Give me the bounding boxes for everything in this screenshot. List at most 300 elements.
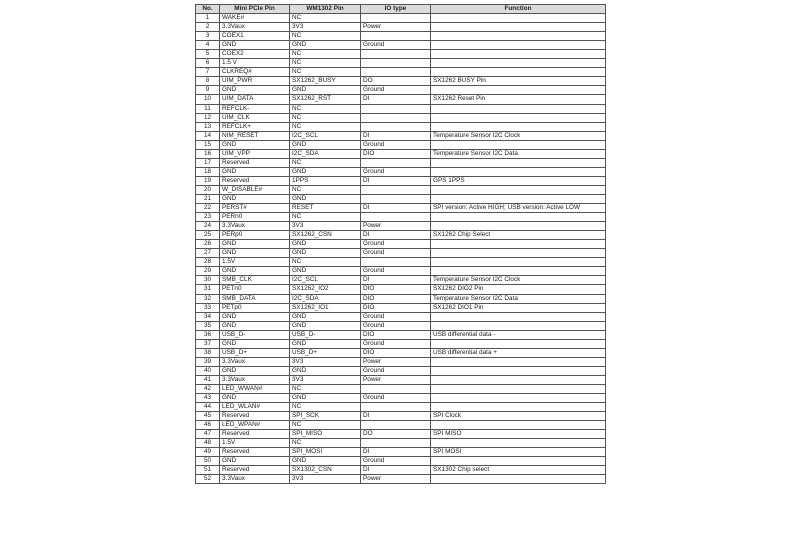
cell-wm1302-pin: NC [290, 439, 361, 448]
cell-mini-pcie-pin: 1.5V [220, 258, 290, 267]
cell-wm1302-pin: NC [290, 59, 361, 68]
cell-mini-pcie-pin: USB_D- [220, 330, 290, 339]
table-row [196, 185, 606, 194]
cell-io-type: Ground [361, 240, 431, 249]
cell-io-type: DO [361, 430, 431, 439]
cell-no: 19 [196, 176, 220, 185]
cell-function: SPI Clock [431, 412, 606, 421]
cell-no: 6 [196, 59, 220, 68]
table-row [196, 258, 606, 267]
cell-mini-pcie-pin: GND [220, 394, 290, 403]
cell-mini-pcie-pin: GND [220, 366, 290, 375]
cell-no: 17 [196, 158, 220, 167]
table-row [196, 77, 606, 86]
header-wm1302-pin: WM1302 Pin [290, 5, 361, 14]
cell-function: SX1262 DIO1 Pin [431, 303, 606, 312]
cell-io-type: Ground [361, 457, 431, 466]
cell-wm1302-pin: NC [290, 185, 361, 194]
cell-wm1302-pin: GND [290, 249, 361, 258]
cell-io-type: DI [361, 176, 431, 185]
table-row [196, 32, 606, 41]
cell-mini-pcie-pin: Reserved [220, 176, 290, 185]
cell-wm1302-pin: NC [290, 14, 361, 23]
table-row [196, 421, 606, 430]
table-row [196, 285, 606, 294]
cell-mini-pcie-pin: USB_D+ [220, 348, 290, 357]
cell-function [431, 158, 606, 167]
cell-wm1302-pin: GND [290, 86, 361, 95]
cell-io-type [361, 403, 431, 412]
cell-mini-pcie-pin: GND [220, 339, 290, 348]
cell-io-type: Ground [361, 167, 431, 176]
cell-function: SX1302 Chip select [431, 466, 606, 475]
cell-wm1302-pin: 3V3 [290, 375, 361, 384]
cell-function [431, 375, 606, 384]
cell-wm1302-pin: NC [290, 113, 361, 122]
cell-mini-pcie-pin: REFCLK+ [220, 122, 290, 131]
table-row [196, 213, 606, 222]
cell-wm1302-pin: 3V3 [290, 357, 361, 366]
cell-no: 46 [196, 421, 220, 430]
cell-mini-pcie-pin: COEX2 [220, 50, 290, 59]
cell-mini-pcie-pin: Reserved [220, 466, 290, 475]
cell-wm1302-pin: NC [290, 384, 361, 393]
cell-function [431, 222, 606, 231]
cell-no: 36 [196, 330, 220, 339]
cell-wm1302-pin: 3V3 [290, 222, 361, 231]
cell-io-type: Power [361, 375, 431, 384]
cell-wm1302-pin: USB_D- [290, 330, 361, 339]
table-row [196, 140, 606, 149]
cell-no: 15 [196, 140, 220, 149]
cell-wm1302-pin: SPI_SCK [290, 412, 361, 421]
cell-wm1302-pin: I2C_SCL [290, 131, 361, 140]
cell-no: 31 [196, 285, 220, 294]
cell-function [431, 41, 606, 50]
cell-wm1302-pin: GND [290, 312, 361, 321]
table-row [196, 68, 606, 77]
cell-mini-pcie-pin: GND [220, 321, 290, 330]
table-row [196, 14, 606, 23]
table-row [196, 176, 606, 185]
cell-function [431, 240, 606, 249]
cell-function [431, 421, 606, 430]
cell-wm1302-pin: 3V3 [290, 23, 361, 32]
cell-function [431, 167, 606, 176]
header-no: No. [196, 5, 220, 14]
cell-wm1302-pin: SX1262_IO2 [290, 285, 361, 294]
cell-mini-pcie-pin: GND [220, 194, 290, 203]
cell-mini-pcie-pin: GND [220, 140, 290, 149]
cell-io-type [361, 258, 431, 267]
cell-mini-pcie-pin: COEX1 [220, 32, 290, 41]
cell-wm1302-pin: SX1262_RST [290, 95, 361, 104]
cell-function: USB differential data - [431, 330, 606, 339]
table-row [196, 366, 606, 375]
cell-wm1302-pin: GND [290, 140, 361, 149]
table-row [196, 321, 606, 330]
cell-wm1302-pin: GND [290, 167, 361, 176]
table-row [196, 339, 606, 348]
cell-function [431, 59, 606, 68]
table-row [196, 267, 606, 276]
cell-function [431, 23, 606, 32]
cell-io-type: DI [361, 231, 431, 240]
cell-mini-pcie-pin: UIM_DATA [220, 95, 290, 104]
cell-mini-pcie-pin: GND [220, 41, 290, 50]
cell-no: 43 [196, 394, 220, 403]
cell-wm1302-pin: GND [290, 457, 361, 466]
table-row [196, 240, 606, 249]
cell-io-type: Power [361, 357, 431, 366]
cell-mini-pcie-pin: UIM_PWR [220, 77, 290, 86]
cell-wm1302-pin: GND [290, 41, 361, 50]
cell-function [431, 68, 606, 77]
cell-wm1302-pin: 1PPS [290, 176, 361, 185]
cell-io-type: DO [361, 77, 431, 86]
cell-io-type: Ground [361, 140, 431, 149]
cell-io-type: DI [361, 466, 431, 475]
cell-function: SPI MISO [431, 430, 606, 439]
cell-wm1302-pin: GND [290, 194, 361, 203]
cell-function [431, 50, 606, 59]
cell-function [431, 122, 606, 131]
cell-function [431, 194, 606, 203]
cell-io-type: DIO [361, 285, 431, 294]
table-row [196, 158, 606, 167]
cell-no: 3 [196, 32, 220, 41]
cell-function [431, 258, 606, 267]
cell-no: 40 [196, 366, 220, 375]
table-row [196, 95, 606, 104]
cell-mini-pcie-pin: PERST# [220, 204, 290, 213]
cell-io-type [361, 59, 431, 68]
cell-function: Temperature Sensor I2C Clock [431, 276, 606, 285]
cell-mini-pcie-pin: 3.3Vaux [220, 357, 290, 366]
cell-wm1302-pin: NC [290, 158, 361, 167]
cell-io-type: Ground [361, 249, 431, 258]
cell-io-type: DI [361, 131, 431, 140]
cell-wm1302-pin: NC [290, 104, 361, 113]
cell-io-type [361, 104, 431, 113]
cell-wm1302-pin: SX1262_IO1 [290, 303, 361, 312]
cell-function [431, 457, 606, 466]
cell-function [431, 439, 606, 448]
cell-no: 9 [196, 86, 220, 95]
cell-no: 49 [196, 448, 220, 457]
cell-function: SX1262 DIO2 Pin [431, 285, 606, 294]
cell-io-type: DI [361, 412, 431, 421]
table-row [196, 149, 606, 158]
cell-no: 21 [196, 194, 220, 203]
cell-mini-pcie-pin: GND [220, 240, 290, 249]
cell-no: 16 [196, 149, 220, 158]
cell-mini-pcie-pin: UIM_VPP [220, 149, 290, 158]
cell-function [431, 366, 606, 375]
table-row [196, 50, 606, 59]
cell-io-type [361, 32, 431, 41]
cell-mini-pcie-pin: GND [220, 457, 290, 466]
cell-function [431, 267, 606, 276]
cell-wm1302-pin: GND [290, 366, 361, 375]
table-row [196, 466, 606, 475]
cell-function: Temperature Sensor I2C Data [431, 294, 606, 303]
table-row [196, 330, 606, 339]
cell-no: 33 [196, 303, 220, 312]
cell-io-type [361, 185, 431, 194]
table-row [196, 41, 606, 50]
cell-no: 29 [196, 267, 220, 276]
cell-io-type: DI [361, 95, 431, 104]
cell-function [431, 113, 606, 122]
table-row [196, 384, 606, 393]
cell-function: SX1262 Reset Pin [431, 95, 606, 104]
cell-io-type: Ground [361, 394, 431, 403]
cell-function: USB differential data + [431, 348, 606, 357]
cell-wm1302-pin: GND [290, 267, 361, 276]
cell-mini-pcie-pin: 3.3Vaux [220, 222, 290, 231]
cell-function [431, 14, 606, 23]
cell-mini-pcie-pin: 3.3Vaux [220, 23, 290, 32]
table-header-row [196, 5, 606, 14]
cell-function [431, 384, 606, 393]
table-row [196, 23, 606, 32]
cell-function: SX1262 BUSY Pin [431, 77, 606, 86]
cell-function: Temperature Sensor I2C Clock [431, 131, 606, 140]
cell-mini-pcie-pin: Reserved [220, 412, 290, 421]
table-row [196, 439, 606, 448]
cell-io-type: DIO [361, 294, 431, 303]
cell-io-type: Ground [361, 86, 431, 95]
cell-mini-pcie-pin: GND [220, 86, 290, 95]
cell-no: 35 [196, 321, 220, 330]
cell-no: 52 [196, 475, 220, 484]
cell-no: 38 [196, 348, 220, 357]
cell-mini-pcie-pin: CLKREQ# [220, 68, 290, 77]
cell-io-type [361, 50, 431, 59]
cell-function [431, 321, 606, 330]
cell-mini-pcie-pin: Reserved [220, 430, 290, 439]
cell-wm1302-pin: SX1302_CSN [290, 466, 361, 475]
table-row [196, 457, 606, 466]
cell-no: 20 [196, 185, 220, 194]
cell-no: 26 [196, 240, 220, 249]
cell-no: 2 [196, 23, 220, 32]
table-row [196, 231, 606, 240]
cell-function [431, 213, 606, 222]
header-io-type: IO type [361, 5, 431, 14]
cell-no: 37 [196, 339, 220, 348]
table-row [196, 204, 606, 213]
cell-no: 4 [196, 41, 220, 50]
cell-no: 25 [196, 231, 220, 240]
cell-wm1302-pin: SX1262_BUSY [290, 77, 361, 86]
cell-mini-pcie-pin: PETn0 [220, 285, 290, 294]
cell-mini-pcie-pin: GND [220, 312, 290, 321]
table-row [196, 59, 606, 68]
cell-io-type [361, 158, 431, 167]
table-row [196, 475, 606, 484]
cell-no: 24 [196, 222, 220, 231]
table-row [196, 131, 606, 140]
table-row [196, 303, 606, 312]
cell-no: 18 [196, 167, 220, 176]
table-row [196, 194, 606, 203]
cell-function [431, 140, 606, 149]
cell-mini-pcie-pin: SMB_DATA [220, 294, 290, 303]
cell-function [431, 357, 606, 366]
cell-mini-pcie-pin: Reserved [220, 158, 290, 167]
table-row [196, 430, 606, 439]
cell-no: 10 [196, 95, 220, 104]
cell-mini-pcie-pin: PETp0 [220, 303, 290, 312]
cell-no: 34 [196, 312, 220, 321]
cell-function: GPS 1PPS [431, 176, 606, 185]
table-row [196, 357, 606, 366]
cell-io-type: Ground [361, 267, 431, 276]
cell-no: 47 [196, 430, 220, 439]
pin-assignment-table [195, 4, 606, 484]
cell-io-type: DI [361, 448, 431, 457]
cell-mini-pcie-pin: W_DISABLE# [220, 185, 290, 194]
cell-wm1302-pin: NC [290, 258, 361, 267]
cell-no: 7 [196, 68, 220, 77]
cell-mini-pcie-pin: UIM_CLK [220, 113, 290, 122]
cell-mini-pcie-pin: GND [220, 267, 290, 276]
cell-wm1302-pin: 3V3 [290, 475, 361, 484]
cell-function [431, 32, 606, 41]
cell-no: 32 [196, 294, 220, 303]
cell-wm1302-pin: SPI_MISO [290, 430, 361, 439]
cell-mini-pcie-pin: WAKE# [220, 14, 290, 23]
cell-io-type: DI [361, 276, 431, 285]
cell-no: 8 [196, 77, 220, 86]
cell-io-type [361, 213, 431, 222]
cell-wm1302-pin: SPI_MOSI [290, 448, 361, 457]
cell-no: 42 [196, 384, 220, 393]
cell-function [431, 312, 606, 321]
header-function: Function [431, 5, 606, 14]
table-row [196, 122, 606, 131]
cell-io-type: Ground [361, 366, 431, 375]
cell-no: 14 [196, 131, 220, 140]
cell-io-type [361, 113, 431, 122]
cell-io-type [361, 194, 431, 203]
cell-wm1302-pin: I2C_SCL [290, 276, 361, 285]
table-row [196, 412, 606, 421]
cell-no: 23 [196, 213, 220, 222]
cell-mini-pcie-pin: PERn0 [220, 213, 290, 222]
cell-function [431, 403, 606, 412]
cell-function [431, 394, 606, 403]
cell-wm1302-pin: NC [290, 32, 361, 41]
cell-mini-pcie-pin: SMB_CLK [220, 276, 290, 285]
cell-wm1302-pin: NC [290, 403, 361, 412]
cell-no: 27 [196, 249, 220, 258]
cell-io-type [361, 439, 431, 448]
cell-wm1302-pin: NC [290, 68, 361, 77]
cell-mini-pcie-pin: GND [220, 167, 290, 176]
cell-mini-pcie-pin: LED_WPAN# [220, 421, 290, 430]
cell-mini-pcie-pin: GND [220, 249, 290, 258]
cell-io-type: Ground [361, 321, 431, 330]
table-row [196, 113, 606, 122]
cell-wm1302-pin: GND [290, 321, 361, 330]
cell-mini-pcie-pin: Reserved [220, 448, 290, 457]
cell-mini-pcie-pin: 3.3Vaux [220, 475, 290, 484]
cell-mini-pcie-pin: 1.5 V [220, 59, 290, 68]
cell-wm1302-pin: NC [290, 50, 361, 59]
cell-no: 22 [196, 204, 220, 213]
cell-io-type: Ground [361, 339, 431, 348]
cell-function [431, 339, 606, 348]
cell-mini-pcie-pin: 1.5V [220, 439, 290, 448]
cell-io-type: Power [361, 23, 431, 32]
cell-io-type [361, 384, 431, 393]
table-row [196, 375, 606, 384]
table-row [196, 312, 606, 321]
cell-wm1302-pin: GND [290, 394, 361, 403]
cell-function: SX1262 Chip Select [431, 231, 606, 240]
cell-io-type: Ground [361, 312, 431, 321]
cell-wm1302-pin: NC [290, 122, 361, 131]
cell-function: SPI MOSI [431, 448, 606, 457]
cell-no: 5 [196, 50, 220, 59]
cell-no: 12 [196, 113, 220, 122]
table-row [196, 222, 606, 231]
cell-function [431, 104, 606, 113]
cell-no: 44 [196, 403, 220, 412]
cell-function: Temperature Sensor I2C Data [431, 149, 606, 158]
cell-wm1302-pin: NC [290, 421, 361, 430]
cell-no: 41 [196, 375, 220, 384]
cell-io-type [361, 68, 431, 77]
cell-wm1302-pin: NC [290, 213, 361, 222]
cell-function [431, 86, 606, 95]
cell-function [431, 185, 606, 194]
cell-no: 39 [196, 357, 220, 366]
table-row [196, 249, 606, 258]
cell-no: 45 [196, 412, 220, 421]
cell-mini-pcie-pin: PERp0 [220, 231, 290, 240]
table-row [196, 403, 606, 412]
cell-no: 30 [196, 276, 220, 285]
cell-io-type: Power [361, 222, 431, 231]
table-row [196, 448, 606, 457]
cell-io-type: DI [361, 204, 431, 213]
cell-no: 1 [196, 14, 220, 23]
table-row [196, 394, 606, 403]
cell-wm1302-pin: I2C_SDA [290, 294, 361, 303]
cell-wm1302-pin: SX1262_CSN [290, 231, 361, 240]
cell-no: 48 [196, 439, 220, 448]
table-row [196, 167, 606, 176]
cell-no: 11 [196, 104, 220, 113]
cell-io-type [361, 122, 431, 131]
cell-no: 51 [196, 466, 220, 475]
cell-mini-pcie-pin: LED_WLAN# [220, 403, 290, 412]
cell-io-type: DIO [361, 330, 431, 339]
header-mini-pcie-pin: Mini PCIe Pin [220, 5, 290, 14]
cell-wm1302-pin: RESET [290, 204, 361, 213]
table-row [196, 104, 606, 113]
cell-io-type: DIO [361, 303, 431, 312]
cell-io-type: Power [361, 475, 431, 484]
cell-wm1302-pin: GND [290, 240, 361, 249]
cell-no: 13 [196, 122, 220, 131]
table-row [196, 276, 606, 285]
cell-wm1302-pin: USB_D+ [290, 348, 361, 357]
